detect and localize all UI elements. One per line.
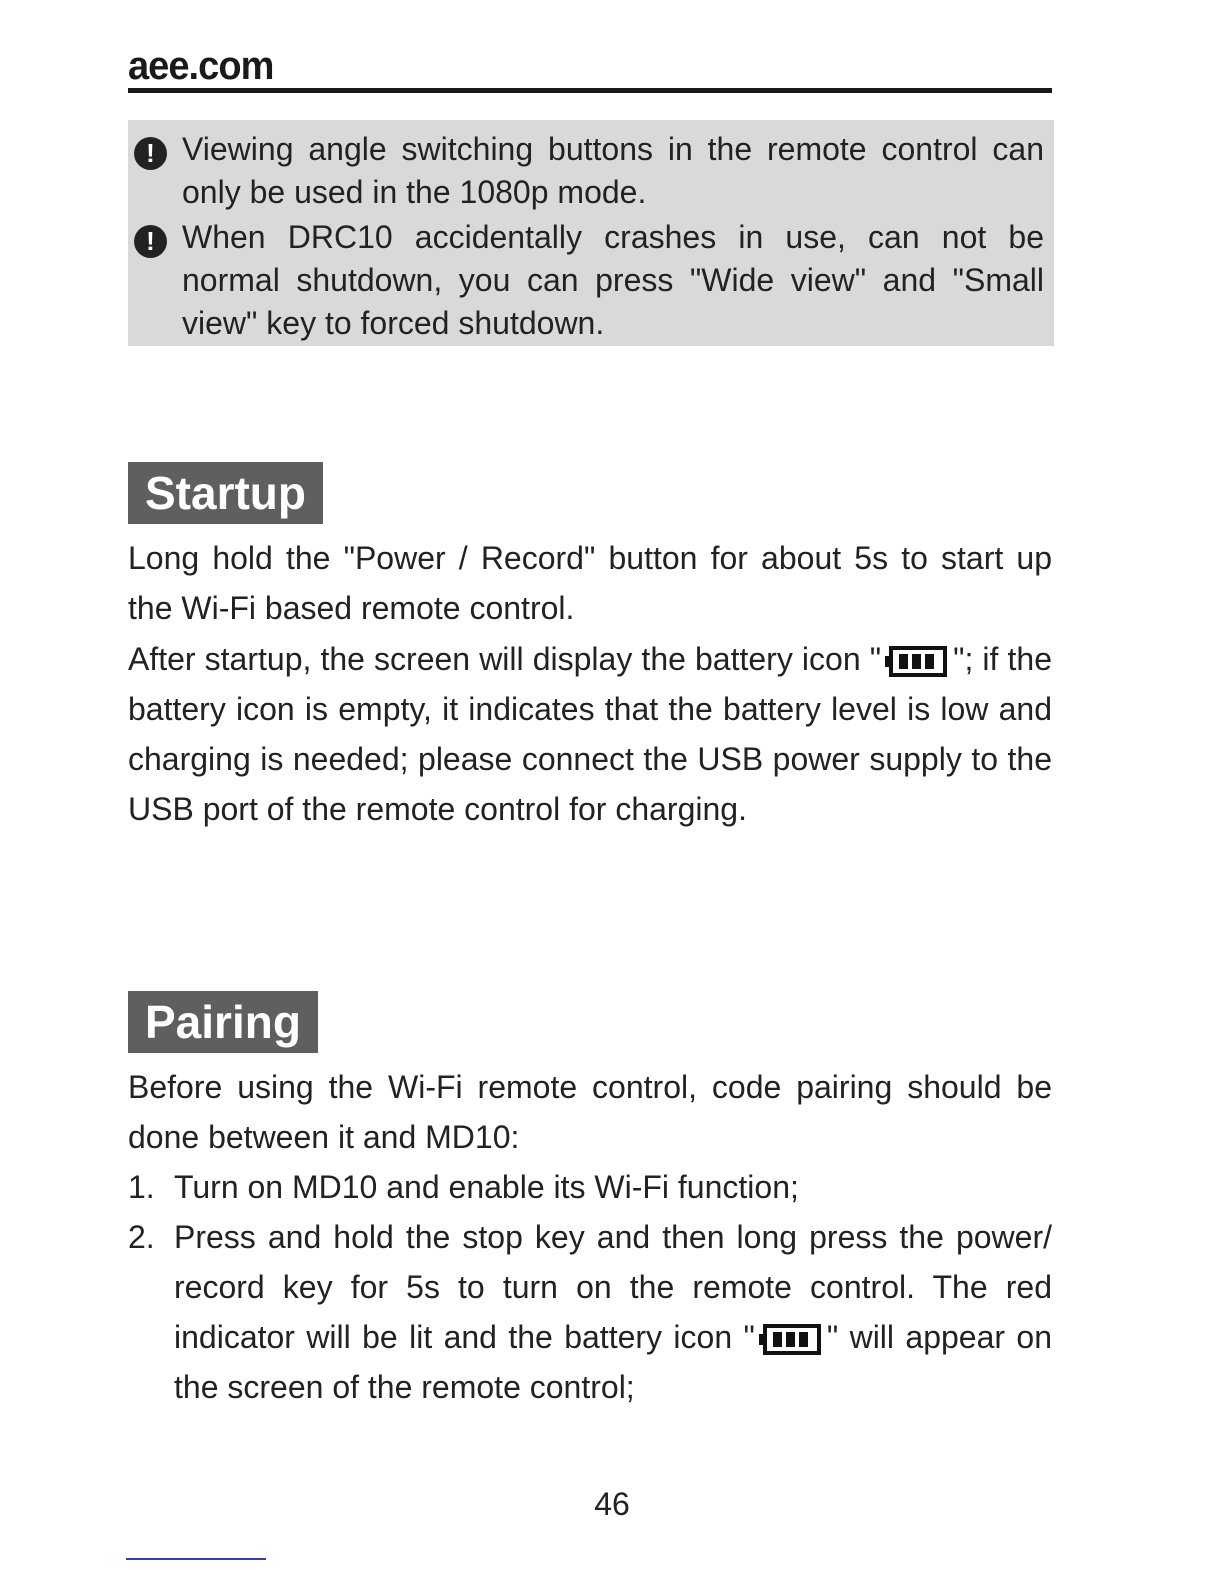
header-brand: aee.com xyxy=(128,44,274,88)
pairing-intro xyxy=(128,1062,1052,1162)
startup-text-before-icon: After startup, the screen will display the battery icon " xyxy=(128,641,882,677)
warning-exclamation-icon: ! xyxy=(134,137,167,170)
page-number: 46 xyxy=(594,1486,630,1522)
notice-text: Viewing angle switching buttons in the remote control can only be used in the 1080p mode. xyxy=(182,131,1044,210)
header-divider xyxy=(128,88,1052,93)
list-item-text-before-icon: Press and hold the stop key and then long press the power/ record key for 5s to turn on the remote control. The red indicator will be lit and the battery icon " xyxy=(174,1219,1052,1355)
section-title-startup: Startup xyxy=(128,462,323,524)
list-item-text xyxy=(174,1212,1052,1412)
battery-full-icon xyxy=(759,1323,823,1357)
startup-battery-paragraph xyxy=(128,634,1052,834)
footer-divider xyxy=(126,1558,266,1560)
startup-text-after-icon: "; if the battery icon is empty, it indicates that the battery level is low and charging is needed; please connect the USB power supply to the USB port of the remote control for charging. xyxy=(128,641,1053,827)
startup-paragraph-2 xyxy=(128,634,1052,834)
pairing-intro-text: Before using the Wi-Fi remote control, code pairing should be done between it and MD10: xyxy=(128,1069,1052,1155)
list-item-text-after-icon: " will appear on the screen of the remote control; xyxy=(174,1319,1053,1405)
warning-exclamation-icon: ! xyxy=(134,225,167,258)
notice-box xyxy=(128,120,1054,346)
startup-text: Long hold the "Power / Record" button for about 5s to start up the Wi-Fi based remote control. xyxy=(128,540,1052,626)
notice-text: When DRC10 accidentally crashes in use, can not be normal shutdown, you can press "Wide view" and "Small view" key to forced shutdown. xyxy=(182,219,1044,341)
battery-full-icon xyxy=(885,645,949,679)
list-item-number: 2. xyxy=(128,1219,155,1255)
startup-paragraph-1 xyxy=(128,533,1052,633)
list-item-number: 1. xyxy=(128,1169,155,1205)
section-title-pairing: Pairing xyxy=(128,991,318,1053)
list-item-text: Turn on MD10 and enable its Wi-Fi function; xyxy=(174,1169,799,1205)
